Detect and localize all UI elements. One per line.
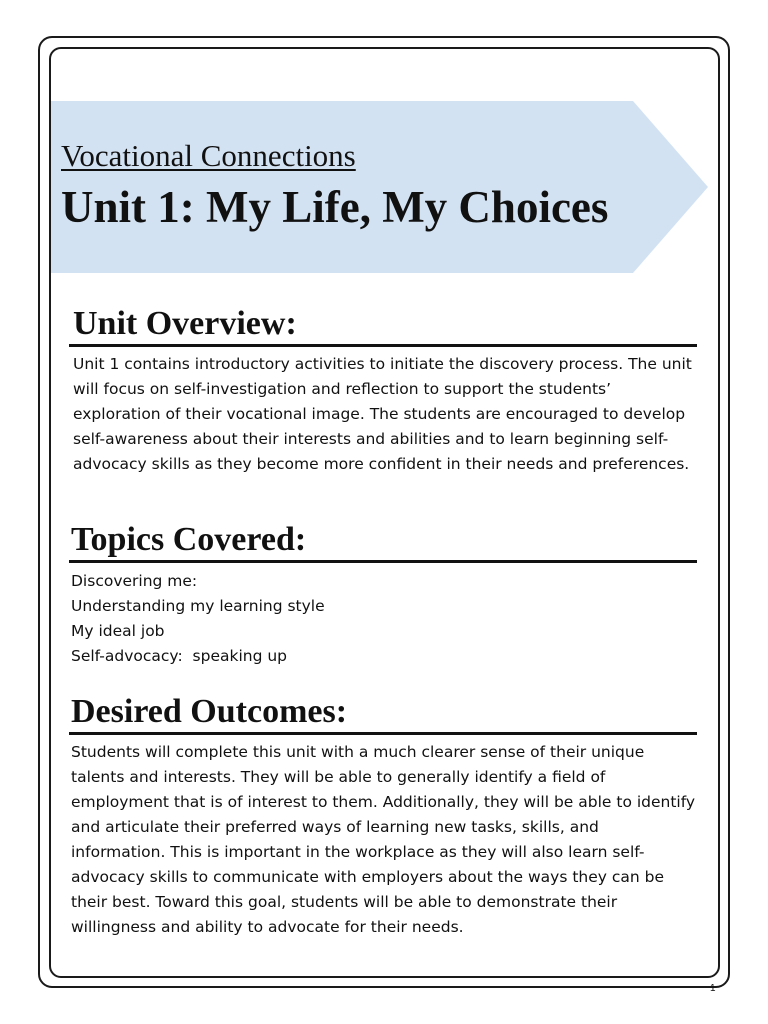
desired-outcomes-text: Students will complete this unit with a much clearer sense of their unique talents and interests. They will be able to generally identify a field of employment that is of interest to them. Additionally, they will be able to identify and articulate their preferred ways of learning new tasks, skills, and information. This is important in the workplace as they will also learn self-advocacy skills to communicate with employers about the ways they can be their best. Toward this goal, students will be able to demonstrate their willingness and ability to advocate for their needs. (71, 743, 696, 936)
list-item: Understanding my learning style (71, 597, 325, 615)
desired-outcomes-heading: Desired Outcomes: (69, 692, 697, 735)
unit-overview-text: Unit 1 contains introductory activities to initiate the discovery process. The unit will focus on self-investigation and reflection to support the students’ exploration of their vocational image. The students are encouraged to develop self-awareness about their interests and abilities and to learn beginning self-advocacy skills as they become more confident in their needs and preferences. (73, 355, 692, 473)
title-banner (51, 101, 708, 273)
unit-overview-heading: Unit Overview: (69, 304, 697, 347)
list-item: Discovering me: (71, 572, 198, 590)
unit-overview-section (69, 304, 697, 477)
list-item: Self-advocacy: speaking up (71, 647, 288, 665)
topics-list (71, 569, 697, 669)
topics-covered-heading: Topics Covered: (69, 520, 697, 563)
unit-title: Unit 1: My Life, My Choices (61, 182, 609, 232)
page-number: 1 (710, 983, 716, 994)
list-item: My ideal job (71, 622, 165, 640)
desired-outcomes-section (69, 692, 697, 940)
course-name: Vocational Connections (61, 138, 356, 173)
topics-covered-section (69, 520, 697, 669)
